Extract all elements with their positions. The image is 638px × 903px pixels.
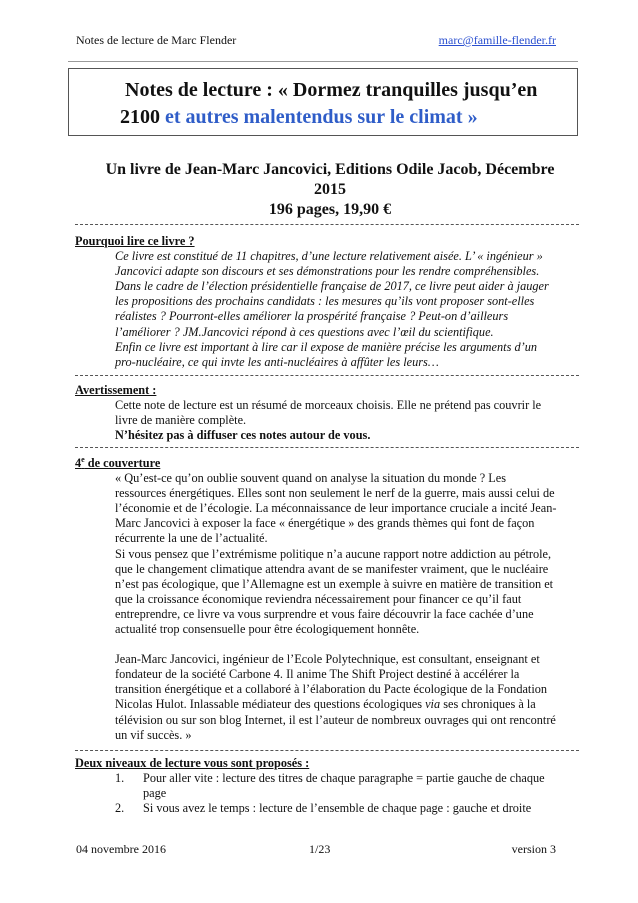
- section-divider: [75, 224, 579, 225]
- text-line: Nicolas Hulot. Inlassable médiateur des questions écologiques via ses chroniques à la: [115, 697, 536, 712]
- reading-levels-list: [75, 771, 580, 816]
- text-line: ressources énergétiques. Elles sont non seulement le nerf de la guerre, mais aussi celui de: [115, 486, 555, 501]
- text-line: télévision ou sur son blog Internet, il est l’auteur de nombreux ouvrages qui ont rencontré: [115, 712, 556, 727]
- text-line: Si vous pensez que l’extrémisme politique n’a aucune rapport notre addiction au pétrole,: [115, 546, 552, 561]
- text-line: Jancovici adapte son discours et ses démonstrations pour les rendre compréhensibles.: [115, 264, 540, 279]
- title-year: 2100: [120, 106, 160, 128]
- page-footer: [76, 842, 556, 858]
- text-line: transition énergétique et a collaboré à l’élaboration du Pacte écologique de la Fondation: [115, 682, 548, 697]
- text-line: réalistes ? Pourront-elles améliorer la prospérité française ? Peut-on d’ailleurs: [115, 309, 509, 324]
- section-title: Avertissement :: [75, 383, 157, 397]
- text-line: que le changement climatique attendra avant de se manifester vraiment, que le nucléaire: [115, 561, 549, 576]
- section-niveaux: [75, 756, 580, 816]
- text-line: récurrente la une de l’actualité.: [115, 531, 268, 546]
- section-body: [75, 471, 580, 743]
- section-avertissement: [75, 383, 580, 443]
- section-couverture: [75, 456, 580, 743]
- text-line: l’économie et de l’écologie. La méconnaissance de leur importance cruciale a incité Jean-: [115, 501, 557, 516]
- title-line-2: [120, 106, 478, 129]
- section-body: [75, 249, 580, 370]
- header-email-link[interactable]: marc@famille-flender.fr: [438, 33, 556, 47]
- section-title: 4e de couverture: [75, 454, 161, 470]
- text-line: « Qu’est-ce qu’on oublie souvent quand on analyse la situation du monde ? Les: [115, 471, 507, 486]
- header-author: Notes de lecture de Marc Flender: [76, 33, 237, 47]
- footer-version: version 3: [511, 842, 556, 856]
- text-line: Cette note de lecture est un résumé de morceaux choisis. Elle ne prétend pas couvrir le: [115, 398, 542, 413]
- list-item-line: Si vous avez le temps : lecture de l’ensemble de chaque page : gauche et droite: [143, 801, 532, 816]
- text-line: livre de manière complète.: [115, 413, 247, 428]
- list-item: [115, 801, 580, 816]
- header-divider: [68, 61, 578, 62]
- section-body: [75, 398, 580, 443]
- title-subtitle: et autres malentendus sur le climat »: [165, 106, 478, 128]
- text-line-emphasis: N’hésitez pas à diffuser ces notes autour de vous.: [115, 428, 371, 443]
- footer-page-number: 1/23: [309, 842, 331, 856]
- list-item-line: page: [143, 786, 167, 801]
- list-item-line: Pour aller vite : lecture des titres de chaque paragraphe = partie gauche de chaque: [143, 771, 545, 786]
- text-line: Dans le cadre de l’élection présidentielle française de 2017, ce livre peut aider à jauger: [115, 279, 549, 294]
- section-divider: [75, 375, 579, 376]
- text-line: les propositions des prochains candidats : les mesures qu’ils vont proposer sont-elles: [115, 294, 535, 309]
- text-line: actualité trop consensuelle pour être écologiquement honnête.: [115, 622, 420, 637]
- text-line: Marc Jancovici à exposer la face « énergétique » des grands thèmes qui font de façon: [115, 516, 535, 531]
- text-line: pro-nucléaire, ce qui invte les anti-nucléaires à affûter les leurs…: [115, 354, 439, 369]
- list-number: 1.: [115, 771, 125, 786]
- title-line-1: Notes de lecture : « Dormez tranquilles jusqu’en: [125, 79, 538, 101]
- paragraph-gap: [115, 637, 568, 652]
- title-box: [68, 68, 578, 136]
- text-line: fondateur de la société Carbone 4. Il anime The Shift Project destiné à accélérer la: [115, 667, 520, 682]
- text-line: Ce livre est constitué de 11 chapitres, d’une lecture relativement aisée. L’ « ingénieur »: [115, 249, 543, 264]
- text-line: un vif succès. »: [115, 727, 192, 742]
- text-line: Enfin ce livre est important à lire car il expose de manière précise les arguments d’un: [115, 339, 537, 354]
- text-line: entreprendre, ce livre va vous surprendre et vous faire découvrir la face cachée d’une: [115, 606, 534, 621]
- list-item: [115, 771, 580, 801]
- footer-date: 04 novembre 2016: [76, 842, 166, 856]
- text-line: que la croissance économique reviendra nécessairement pour financer ce qu’il faut: [115, 591, 522, 606]
- section-title: Pourquoi lire ce livre ?: [75, 234, 195, 248]
- section-pourquoi: [75, 234, 580, 370]
- book-info-line-2: 2015: [314, 181, 346, 198]
- text-line: n’est pas écologique, que l’Allemagne est un exemple à suivre en matière de transition et: [115, 576, 554, 591]
- section-title: Deux niveaux de lecture vous sont proposés :: [75, 756, 310, 770]
- book-info: [80, 160, 580, 220]
- text-line: l’améliorer ? JM.Jancovici répond à ces questions avec l’œil du scientifique.: [115, 324, 494, 339]
- list-number: 2.: [115, 801, 125, 816]
- text-line: Jean-Marc Jancovici, ingénieur de l’Ecole Polytechnique, est consultant, enseignant et: [115, 652, 540, 667]
- section-divider: [75, 447, 579, 448]
- page-header: [76, 33, 556, 49]
- section-divider: [75, 750, 579, 751]
- book-info-line-3: 196 pages, 19,90 €: [268, 201, 392, 218]
- book-info-line-1: Un livre de Jean-Marc Jancovici, Editions Odile Jacob, Décembre: [105, 161, 555, 178]
